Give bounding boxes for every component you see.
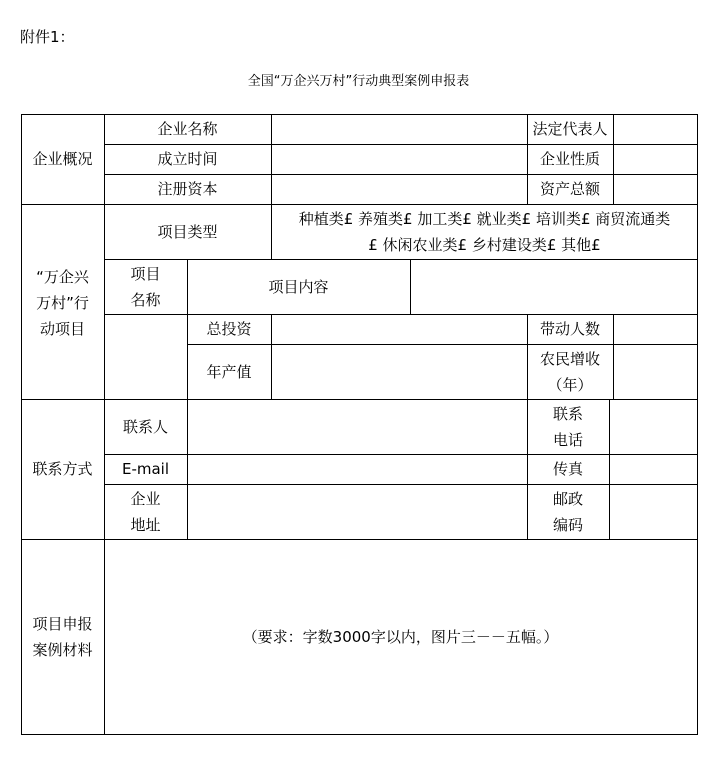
project-type-options-line2: £ 休闲农业类£ 乡村建设类£ 其他£ <box>368 236 601 254</box>
column-divider <box>613 114 614 205</box>
section-action-project-line3: 动项目 <box>39 320 85 338</box>
label-company-name: 企业名称 <box>157 120 218 138</box>
label-total-assets: 资产总额 <box>539 180 600 198</box>
label-postal-code-line1: 邮政 <box>552 490 583 508</box>
table-border-right <box>697 114 698 735</box>
project-type-options <box>272 206 697 258</box>
materials-requirement-note: （要求：字数3000字以内，图片三－－五幅。） <box>242 627 559 646</box>
section-materials-line2: 案例材料 <box>32 641 93 659</box>
attachment-label: 附件1： <box>20 28 75 46</box>
label-postal-code <box>527 486 609 538</box>
label-farmer-income-line2: （年） <box>547 376 593 394</box>
label-legal-representative: 法定代表人 <box>532 120 608 138</box>
label-jobs-driven: 带动人数 <box>539 320 600 338</box>
label-company-nature: 企业性质 <box>539 150 600 168</box>
section-contact-info: 联系方式 <box>32 460 93 478</box>
label-contact-phone <box>527 401 609 453</box>
section-materials-line1: 项目申报 <box>32 615 93 633</box>
label-project-name-line2: 名称 <box>130 291 161 309</box>
project-type-options-line1: 种植类£ 养殖类£ 加工类£ 就业类£ 培训类£ 商贸流通类 <box>298 210 671 228</box>
table-border-bottom <box>21 734 698 735</box>
label-contact-phone-line2: 电话 <box>552 431 583 449</box>
section-action-project <box>21 264 104 342</box>
label-project-content: 项目内容 <box>268 277 329 296</box>
column-divider <box>271 314 272 400</box>
section-application-materials <box>21 611 104 663</box>
column-divider <box>410 259 411 315</box>
label-farmer-income-line1: 农民增收 <box>539 350 600 368</box>
form-title: 全国“万企兴万村”行动典型案例申报表 <box>247 74 470 89</box>
label-postal-code-line2: 编码 <box>552 516 583 534</box>
label-company-address <box>104 486 187 538</box>
label-company-address-line2: 地址 <box>130 516 161 534</box>
column-divider <box>609 399 610 540</box>
label-annual-output: 年产值 <box>206 362 252 381</box>
label-company-address-line1: 企业 <box>130 490 161 508</box>
column-divider <box>613 314 614 400</box>
section-company-overview: 企业概况 <box>32 150 93 168</box>
label-project-name-line1: 项目 <box>130 265 161 283</box>
label-registered-capital: 注册资本 <box>157 180 218 198</box>
label-farmer-income <box>527 346 613 398</box>
label-fax: 传真 <box>552 460 583 478</box>
label-established-time: 成立时间 <box>157 150 218 168</box>
section-action-project-line2: 万村”行 <box>36 294 89 312</box>
label-email: E-mail <box>121 460 170 478</box>
label-contact-person: 联系人 <box>122 417 168 436</box>
label-total-investment: 总投资 <box>206 320 252 338</box>
label-project-name <box>104 261 187 313</box>
label-project-type: 项目类型 <box>157 222 218 241</box>
label-contact-phone-line1: 联系 <box>552 405 583 423</box>
section-action-project-line1: “万企兴 <box>36 268 89 286</box>
